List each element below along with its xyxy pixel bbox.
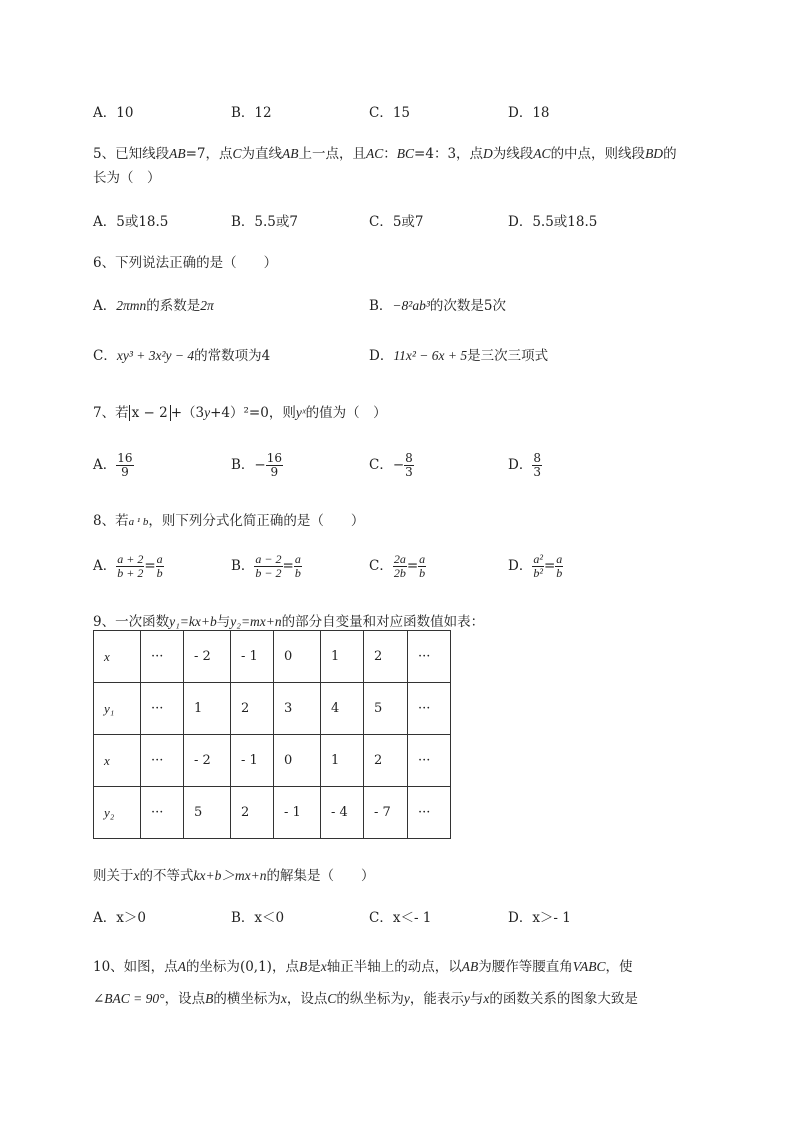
q4-option-b[interactable]: B．12 xyxy=(231,105,272,121)
q10-text: ，能表示 xyxy=(409,991,464,1007)
q10-text: 的函数关系的图象大致是 xyxy=(489,991,638,1007)
q10-text: 的坐标为 xyxy=(185,959,240,975)
q10-text: 与 xyxy=(469,991,484,1007)
q5-option-d[interactable]: D．5.5或18.5 xyxy=(508,214,598,230)
q8-c-den: 2b xyxy=(393,566,406,580)
q7-var: y xyxy=(204,405,211,420)
q9-text: 的解集是（ ） xyxy=(266,868,375,884)
q8-c-num: 2a xyxy=(393,552,406,566)
q10-var: A xyxy=(177,959,186,974)
table-cell: x xyxy=(94,631,141,683)
table-cell: - 4 xyxy=(321,787,364,839)
q5-option-c[interactable]: C．5或7 xyxy=(369,214,424,230)
q6-option-a[interactable] xyxy=(93,294,214,314)
q8-c-rhs xyxy=(418,553,426,580)
q9-var: x xyxy=(133,868,140,883)
q10-stem-line2 xyxy=(93,987,638,1007)
q9-option-d[interactable]: D．x＞- 1 xyxy=(508,910,571,926)
q8-option-d[interactable]: D． $\frac{\text{a²}}{\text{b²}}$ = $\frac{a}{b}$ xyxy=(508,552,563,580)
q7-d-fraction xyxy=(532,452,542,479)
q9-var: y₁ xyxy=(169,614,180,629)
q8-d-den: b² xyxy=(533,566,543,580)
q7-d-den: 3 xyxy=(533,465,541,479)
q8-d-rhs xyxy=(555,553,563,580)
q7-text: +4）²=0，则 xyxy=(210,405,296,421)
q6-c-label: C． xyxy=(93,348,117,364)
q7-text: 的值为（ ） xyxy=(305,405,387,421)
table-cell: 5 xyxy=(364,683,408,735)
table-cell: x xyxy=(94,735,141,787)
q6-a-text: 的系数是 xyxy=(146,298,201,314)
q5-text: =7，点 xyxy=(185,146,233,162)
q10-text: 10、如图，点 xyxy=(93,959,178,975)
q4-option-a[interactable]: A．10 xyxy=(93,105,134,121)
table-cell: 1 xyxy=(184,683,231,735)
q5-option-a[interactable]: A．5或18.5 xyxy=(93,214,169,230)
table-cell: - 1 xyxy=(231,735,274,787)
q9-text: 则关于 xyxy=(93,868,134,884)
table-cell: - 1 xyxy=(274,787,321,839)
q6-a-label: A． xyxy=(93,298,117,314)
q7-a-fraction xyxy=(116,452,133,479)
q4-option-c[interactable]: C．15 xyxy=(369,105,411,121)
q5-number: 5、 xyxy=(93,146,116,162)
q8-b-rhs xyxy=(294,553,302,580)
q9-text: 的不等式 xyxy=(139,868,194,884)
q8-a-rnum: a xyxy=(156,552,163,566)
q10-text: ，使 xyxy=(605,959,633,975)
table-cell: 0 xyxy=(274,735,321,787)
q7-abs-value xyxy=(129,405,171,421)
q5-text: 为直线 xyxy=(241,146,283,162)
table-cell: 3 xyxy=(274,683,321,735)
q8-d-lhs xyxy=(532,553,544,580)
q10-var: x xyxy=(483,991,490,1006)
q10-var: y xyxy=(463,991,470,1006)
q10-coord: (0,1) xyxy=(239,959,272,975)
q8-c-rden: b xyxy=(419,566,426,580)
q8-condition: a ¹ b xyxy=(128,516,149,528)
q5-var: BC xyxy=(396,146,415,161)
table-cell: 2 xyxy=(364,631,408,683)
q7-option-c[interactable] xyxy=(369,452,414,479)
q9-text: 与 xyxy=(216,614,231,630)
table-cell: ··· xyxy=(141,631,184,683)
q9-option-b[interactable]: B．x＜0 xyxy=(231,910,285,926)
q10-var: AB xyxy=(461,959,479,974)
q8-a-num: a + 2 xyxy=(117,552,144,566)
q8-text: ，则下列分式化简正确的是（ ） xyxy=(148,513,365,529)
q8-option-a[interactable]: A． $\frac{a + 2}{b + 2}$ = $\frac{a}{b}$ xyxy=(93,552,163,580)
q7-option-a[interactable] xyxy=(93,452,134,479)
q8-option-b[interactable]: B． $\frac{a - 2}{b - 2}$ = $\frac{a}{b}$ xyxy=(231,552,301,580)
q5-option-b[interactable]: B．5.5或7 xyxy=(231,214,298,230)
q6-a-val: 2π xyxy=(200,298,214,313)
table-row xyxy=(94,631,451,683)
table-cell: ··· xyxy=(141,683,184,735)
q8-d-rden: b xyxy=(556,566,563,580)
q10-text: 轴正半轴上的动点，以 xyxy=(326,959,462,975)
q7-d-num: 8 xyxy=(533,451,541,465)
q7-c-label: C． xyxy=(369,457,393,473)
q7-a-den: 9 xyxy=(121,465,129,479)
q8-c-label: C． xyxy=(369,558,393,574)
q7-c-sign: − xyxy=(392,457,405,473)
q8-a-rden: b xyxy=(156,566,163,580)
q10-text: ，设点 xyxy=(164,991,206,1007)
q6-option-c[interactable] xyxy=(93,344,270,364)
q7-option-b[interactable] xyxy=(231,452,283,479)
q10-var: C xyxy=(327,991,337,1006)
q10-text: 的纵坐标为 xyxy=(336,991,404,1007)
q7-stem xyxy=(93,401,387,421)
q10-text: ，点 xyxy=(271,959,299,975)
q8-a-label: A． xyxy=(93,558,117,574)
q6-b-expr: −8²ab³ xyxy=(392,298,430,313)
q5-stem-line1 xyxy=(93,142,677,162)
q5-text: =4：3，点 xyxy=(414,146,484,162)
q9-eq: =mx+n xyxy=(240,614,282,629)
q5-var: D xyxy=(483,146,493,161)
table-cell: 2 xyxy=(231,683,274,735)
table-cell: - 1 xyxy=(231,631,274,683)
q5-var: C xyxy=(232,146,242,161)
q7-b-sign: − xyxy=(254,457,266,473)
q5-text: 的 xyxy=(663,146,677,162)
table-row xyxy=(94,735,451,787)
q5-text: 已知线段 xyxy=(115,146,170,162)
q8-b-label: B． xyxy=(231,558,255,574)
q7-a-label: A． xyxy=(93,457,117,473)
q6-a-expr: 2πmn xyxy=(116,298,147,313)
q6-b-text: 的次数是5次 xyxy=(429,298,506,314)
q8-d-label: D． xyxy=(508,558,533,574)
q9-stem xyxy=(93,610,484,630)
q4-option-d[interactable]: D．18 xyxy=(508,105,550,121)
q10-text: 是 xyxy=(307,959,321,975)
q8-c-rnum: a xyxy=(419,552,426,566)
q8-b-lhs xyxy=(254,553,282,580)
table-cell: 1 xyxy=(321,631,364,683)
q10-var: B xyxy=(205,991,214,1006)
q5-var: AC xyxy=(533,146,551,161)
q10-var: x xyxy=(280,991,287,1006)
q5-text: 为线段 xyxy=(492,146,534,162)
q8-a-rhs xyxy=(156,553,164,580)
q6-stem: 6、下列说法正确的是（ ） xyxy=(93,255,278,271)
q7-b-label: B． xyxy=(231,457,255,473)
q7-var: yˣ xyxy=(295,405,306,420)
q9-value-table xyxy=(93,630,451,839)
q7-text: +（3 xyxy=(170,405,205,421)
q10-var: x xyxy=(320,959,327,974)
table-cell: - 2 xyxy=(184,631,231,683)
table-row xyxy=(94,683,451,735)
q9-text: 的部分自变量和对应函数值如表： xyxy=(281,614,485,630)
q5-var: AB xyxy=(282,146,299,161)
q7-b-den: 9 xyxy=(270,465,279,479)
q7-b-fraction xyxy=(266,452,283,479)
q10-text: 的横坐标为 xyxy=(213,991,281,1007)
table-cell: y₁ xyxy=(94,683,141,735)
table-cell: - 2 xyxy=(184,735,231,787)
q6-c-text: 的常数项为4 xyxy=(194,348,271,364)
table-cell: 2 xyxy=(364,735,408,787)
q7-option-d[interactable] xyxy=(508,452,542,479)
q8-a-den: b + 2 xyxy=(117,566,144,580)
q6-b-label: B． xyxy=(369,298,393,314)
q7-a-num: 16 xyxy=(117,451,133,465)
q7-d-label: D． xyxy=(508,457,533,473)
q5-text: ： xyxy=(383,146,397,162)
q8-d-rnum: a xyxy=(556,552,563,566)
q10-stem-line1 xyxy=(93,955,632,975)
q9-inequality: kx+b＞mx+n xyxy=(193,868,267,883)
q6-c-expr: xy³ + 3x²y − 4 xyxy=(116,348,195,363)
q9-option-a[interactable]: A．x＞0 xyxy=(93,910,146,926)
table-cell: ··· xyxy=(408,683,451,735)
q10-text: 为腰作等腰直角 xyxy=(478,959,573,975)
q6-option-d[interactable] xyxy=(369,344,548,364)
q5-var: AC xyxy=(366,146,384,161)
q9-question xyxy=(93,864,374,884)
q8-option-c[interactable]: C． $\frac{2a}{2b}$ = $\frac{a}{b}$ xyxy=(369,552,426,580)
q8-b-num: a − 2 xyxy=(255,552,282,566)
q9-option-c[interactable]: C．x＜- 1 xyxy=(369,910,432,926)
q8-stem xyxy=(93,509,364,529)
table-cell: 5 xyxy=(184,787,231,839)
q8-c-lhs xyxy=(393,553,407,580)
q7-c-den: 3 xyxy=(405,465,413,479)
q10-var: B xyxy=(298,959,308,974)
q10-var: y xyxy=(403,991,410,1006)
q5-var: AB xyxy=(169,146,186,161)
table-cell: 2 xyxy=(231,787,274,839)
q8-d-num: a² xyxy=(533,552,543,566)
q8-number: 8、若 xyxy=(93,513,129,529)
q8-b-rnum: a xyxy=(294,552,301,566)
q5-text: 上一点，且 xyxy=(298,146,367,162)
q5-text: 的中点，则线段 xyxy=(550,146,646,162)
table-cell: ··· xyxy=(408,631,451,683)
table-cell: y₂ xyxy=(94,787,141,839)
q9-var: y₂ xyxy=(230,614,241,629)
table-cell: 1 xyxy=(321,735,364,787)
q6-d-expr: 11x² − 6x + 5 xyxy=(393,348,468,363)
q6-d-text: 是三次三项式 xyxy=(467,348,549,364)
q8-b-den: b − 2 xyxy=(255,566,282,580)
table-cell: ··· xyxy=(141,735,184,787)
table-cell: ··· xyxy=(408,735,451,787)
q10-angle: ∠BAC = 90° xyxy=(93,991,165,1006)
q9-eq: =kx+b xyxy=(179,614,217,629)
q5-stem-line2: 长为（ ） xyxy=(93,170,161,186)
table-cell: ··· xyxy=(141,787,184,839)
q7-c-num: 8 xyxy=(405,451,413,465)
table-cell: - 7 xyxy=(364,787,408,839)
table-cell: 4 xyxy=(321,683,364,735)
q5-var: BD xyxy=(645,146,664,161)
q7-number: 7、若 xyxy=(93,405,129,421)
q7-c-fraction xyxy=(404,452,414,479)
table-row xyxy=(94,787,451,839)
q10-triangle: VABC xyxy=(572,959,606,974)
q9-number: 9、一次函数 xyxy=(93,614,170,630)
q8-a-lhs xyxy=(116,553,144,580)
q6-option-b[interactable] xyxy=(369,294,506,314)
q10-text: ，设点 xyxy=(286,991,328,1007)
q7-b-num: 16 xyxy=(266,451,283,465)
q6-d-label: D． xyxy=(369,348,394,364)
table-cell: 0 xyxy=(274,631,321,683)
table-cell: ··· xyxy=(408,787,451,839)
q7-abs-expr: x − 2 xyxy=(131,405,168,421)
q8-b-rden: b xyxy=(294,566,301,580)
